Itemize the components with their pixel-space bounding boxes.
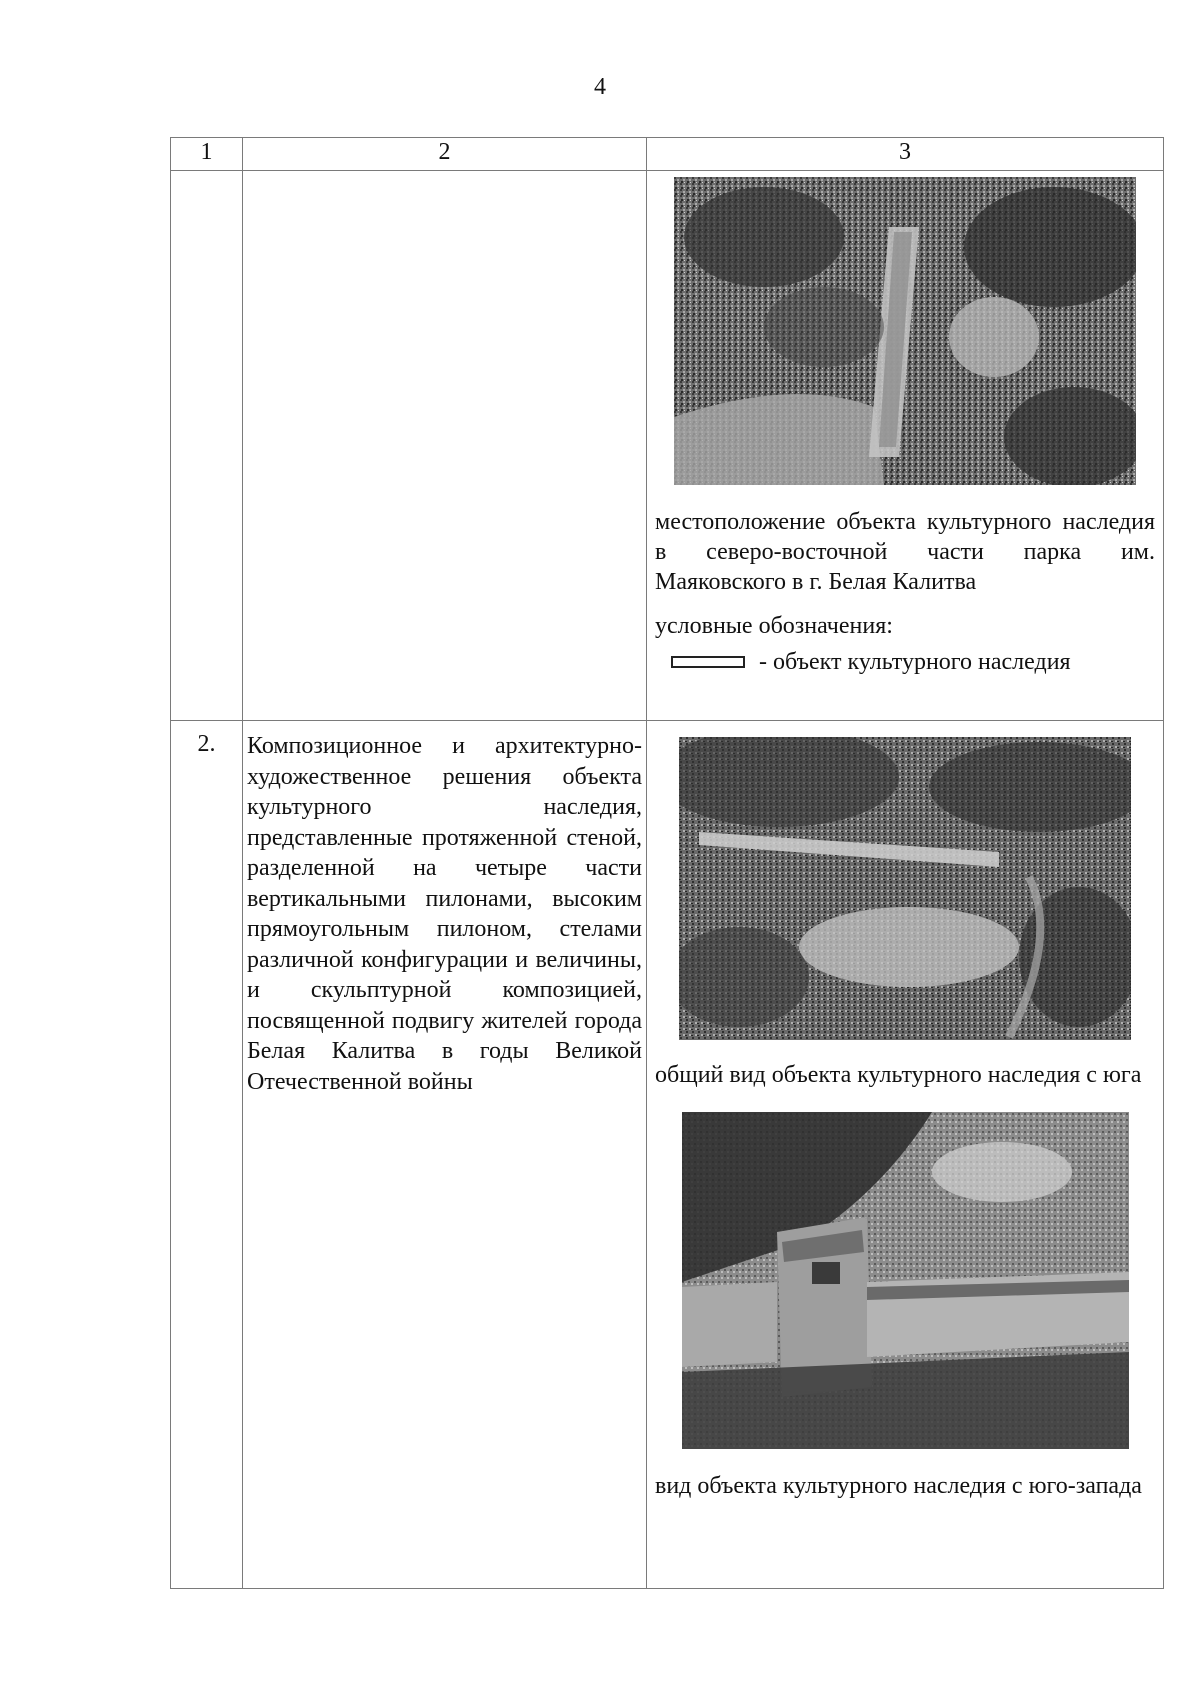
row2-description [243, 721, 647, 1589]
header-col-3: 3 [647, 138, 1164, 171]
table-header-row [171, 138, 1164, 171]
southwest-view-photo [682, 1112, 1129, 1449]
south-view-caption: общий вид объекта культурного наследия с юга [655, 1062, 1142, 1088]
row1-illustrations [647, 171, 1164, 721]
row1-number [171, 171, 243, 721]
legend-outline-symbol-icon [671, 656, 745, 668]
southwest-view-caption: вид объекта культурного наследия с юго-запада [655, 1473, 1142, 1499]
row2-illustrations [647, 721, 1164, 1589]
location-photo-caption: местоположение объекта культурного наследия в северо-восточной части парка им. Маяковского в г. Белая Калитва [655, 509, 1155, 595]
row1-description [243, 171, 647, 721]
table-row [171, 171, 1164, 721]
south-view-photo [679, 737, 1131, 1040]
header-col-1: 1 [171, 138, 243, 171]
legend-item [671, 647, 1157, 677]
header-col-2: 2 [243, 138, 647, 171]
heritage-table [170, 137, 1164, 1589]
row2-number: 2. [171, 721, 243, 1589]
page-number: 4 [594, 74, 606, 100]
table-row [171, 721, 1164, 1589]
composition-description: Композиционное и архитектурно-художественное решения объекта культурного наследия, представленные протяженной стеной, разделенной на четыре части вертикальными пилонами, высоким прямоугольным пилоном, стелами различной конфигурации и величины, и скульптурной композицией, посвященной подвигу жителей города Белая Калитва в годы Великой Отечественной войны [247, 733, 642, 1095]
legend-title: условные обозначения: [655, 613, 893, 639]
legend-item-label: - объект культурного наследия [759, 649, 1071, 675]
location-photo [674, 177, 1136, 485]
